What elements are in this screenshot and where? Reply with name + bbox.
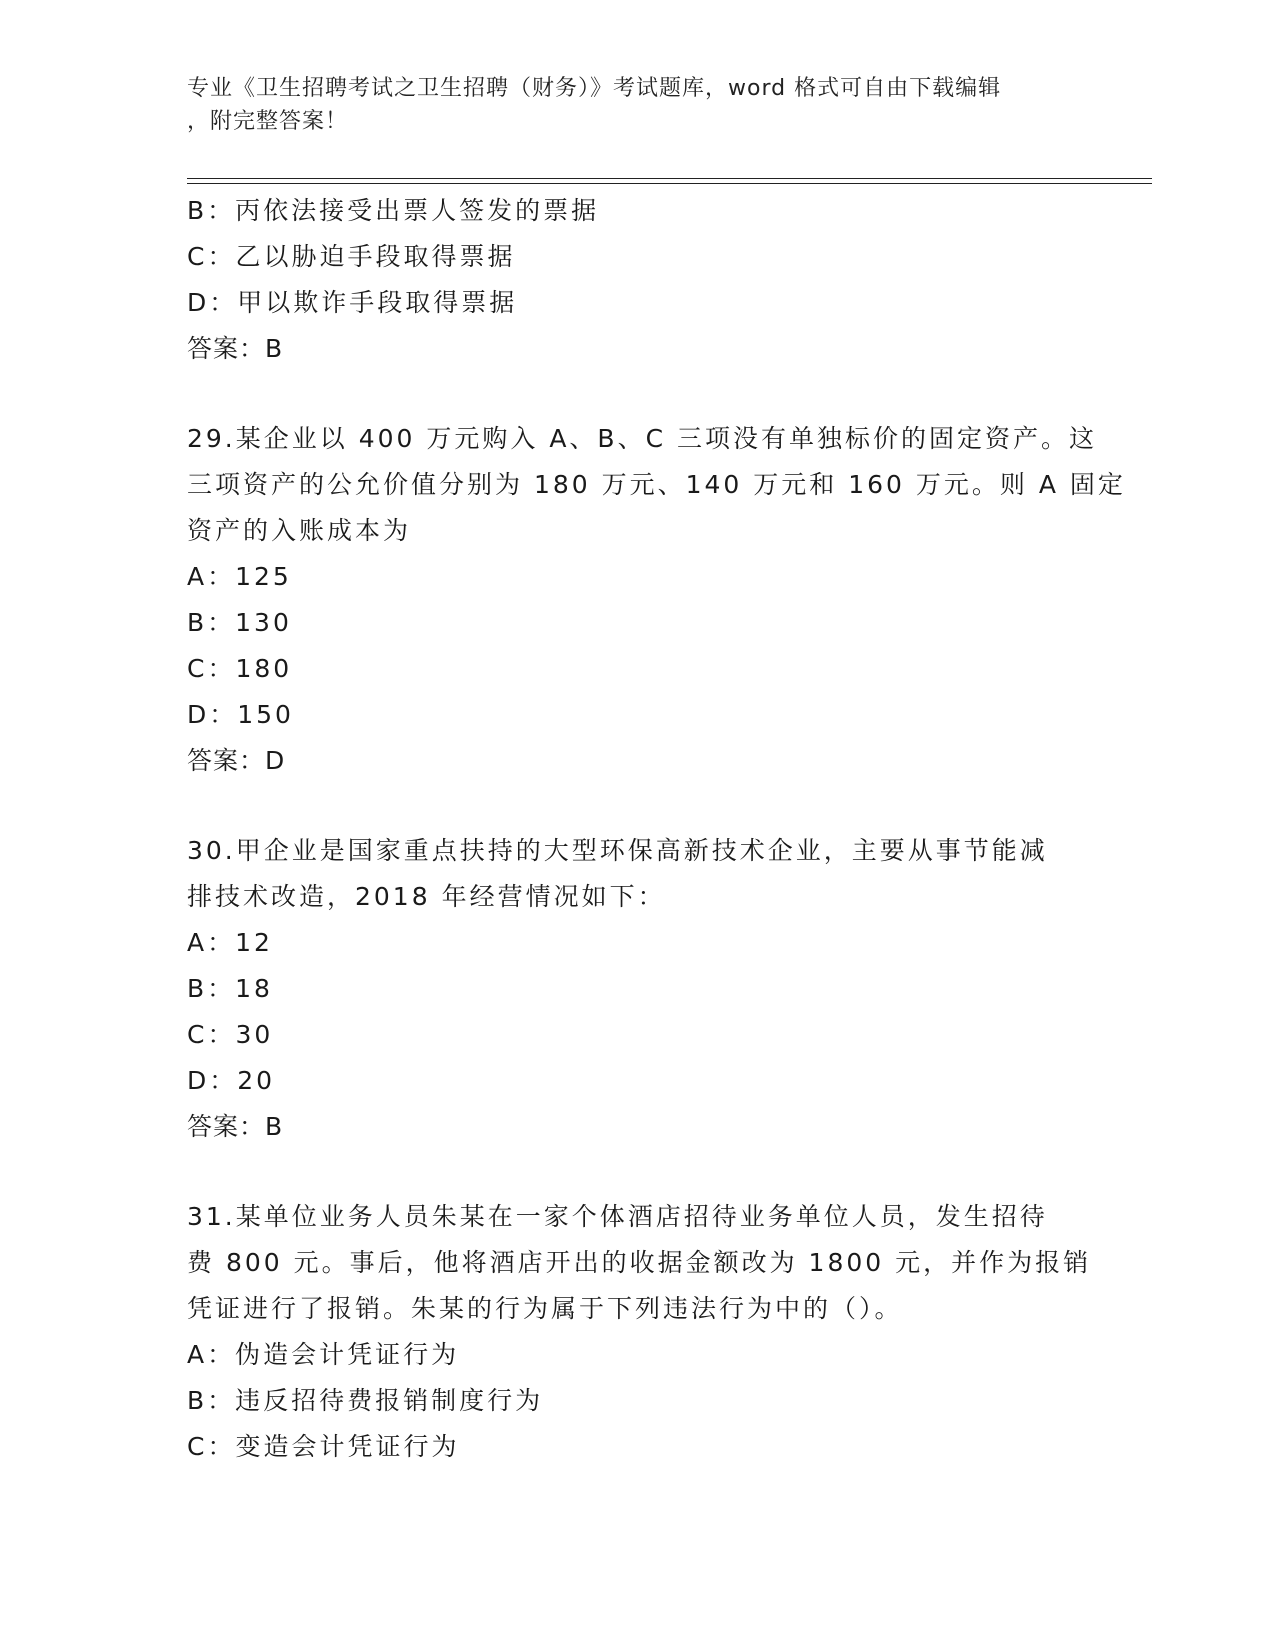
option-b: B：丙依法接受出票人签发的票据 <box>187 196 600 225</box>
header-divider-bottom <box>187 183 1152 184</box>
answer: 答案：B <box>187 1112 284 1141</box>
spacer <box>187 784 1087 828</box>
option-c: C：乙以胁迫手段取得票据 <box>187 242 516 271</box>
question-30 <box>187 828 1087 1150</box>
option-b: B：130 <box>187 608 292 637</box>
answer: 答案：B <box>187 334 284 363</box>
question-29 <box>187 416 1126 784</box>
option-a: A：125 <box>187 562 292 591</box>
option-c: C：变造会计凭证行为 <box>187 1432 460 1461</box>
option-d: D：150 <box>187 700 294 729</box>
spacer <box>187 372 1087 416</box>
option-d: D：甲以欺诈手段取得票据 <box>187 288 518 317</box>
question-stem-line: 排技术改造，2018 年经营情况如下： <box>187 882 666 911</box>
question-stem-line: 三项资产的公允价值分别为 180 万元、140 万元和 160 万元。则 A 固定 <box>187 470 1126 499</box>
page-header <box>187 72 1067 138</box>
header-line-2: ，附完整答案！ <box>187 109 349 134</box>
question-stem-line: 凭证进行了报销。朱某的行为属于下列违法行为中的（）。 <box>187 1294 903 1323</box>
question-31 <box>187 1194 1092 1470</box>
question-28-tail <box>187 188 1087 372</box>
answer: 答案：D <box>187 746 286 775</box>
option-a: A：伪造会计凭证行为 <box>187 1340 460 1369</box>
question-content <box>187 188 1126 1470</box>
option-c: C：30 <box>187 1020 274 1049</box>
question-stem-line: 31.某单位业务人员朱某在一家个体酒店招待业务单位人员，发生招待 <box>187 1202 1048 1231</box>
question-stem-line: 29.某企业以 400 万元购入 A、B、C 三项没有单独标价的固定资产。这 <box>187 424 1097 453</box>
header-divider-top <box>187 178 1152 179</box>
question-stem-line: 费 800 元。事后，他将酒店开出的收据金额改为 1800 元，并作为报销 <box>187 1248 1092 1277</box>
option-c: C：180 <box>187 654 293 683</box>
option-b: B：违反招待费报销制度行为 <box>187 1386 544 1415</box>
option-a: A：12 <box>187 928 273 957</box>
spacer <box>187 1150 1087 1194</box>
option-d: D：20 <box>187 1066 276 1095</box>
question-stem-line: 资产的入账成本为 <box>187 516 412 545</box>
header-line-1: 专业《卫生招聘考试之卫生招聘（财务）》考试题库，word 格式可自由下载编辑 <box>187 76 1002 101</box>
option-b: B：18 <box>187 974 273 1003</box>
question-stem-line: 30.甲企业是国家重点扶持的大型环保高新技术企业，主要从事节能减 <box>187 836 1048 865</box>
